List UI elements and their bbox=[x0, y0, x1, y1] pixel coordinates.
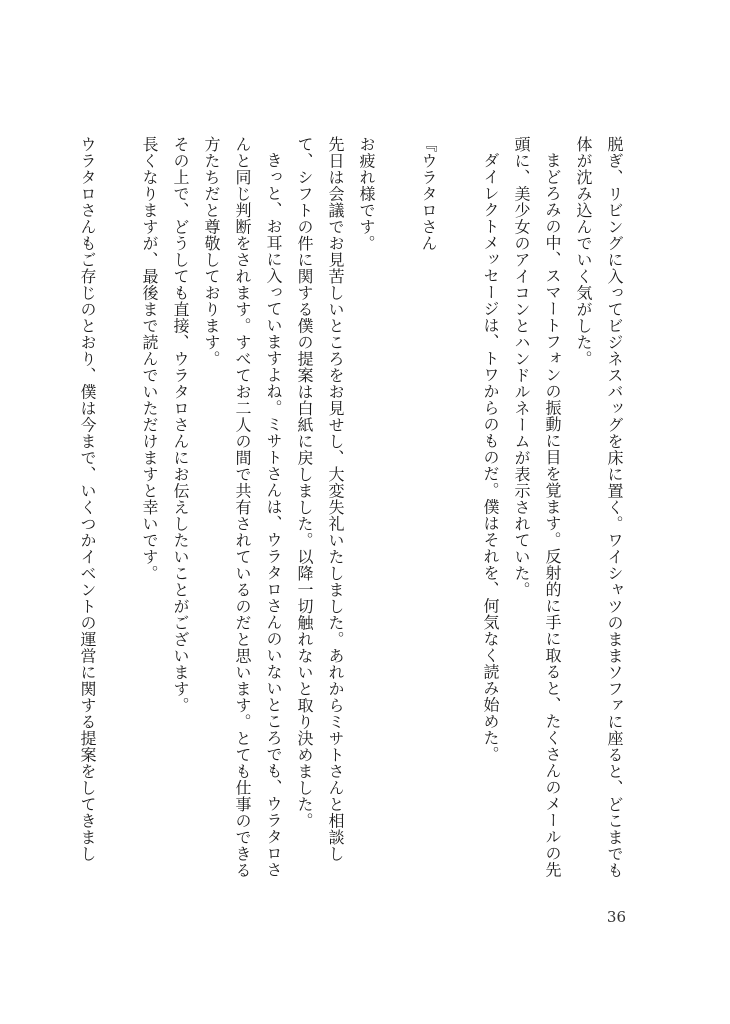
text-line: お疲れ様です。 bbox=[357, 136, 376, 252]
text-line: ウラタロさんもご存じのとおり、僕は今まで、いくつかイベントの運営に関する提案をしてきまし bbox=[78, 136, 97, 862]
text-line: 体が沈み込んでいく気がした。 bbox=[574, 136, 593, 367]
text-line: 長くなりますが、最後まで読んでいただけますと幸いです。 bbox=[140, 136, 159, 582]
text-line: 頭に、美少女のアイコンとハンドルネームが表示されていた。 bbox=[512, 136, 531, 598]
text-line: きっと、お耳に入っていますよね。ミサトさんは、ウラタロさんのいないところでも、ウラタロさ bbox=[264, 152, 283, 878]
text-line: まどろみの中、スマートフォンの振動に目を覚ます。反射的に手に取ると、たくさんのメールの先 bbox=[543, 152, 562, 878]
text-line: 先日は会議でお見苦しいところをお見せし、大変失礼いたしました。あれからミサトさんと相談し bbox=[326, 136, 345, 862]
paragraph-gap bbox=[103, 136, 134, 896]
text-line: その上で、どうしても直接、ウラタロさんにお伝えしたいことがございます。 bbox=[171, 136, 190, 714]
text-line: ダイレクトメッセージは、トワからのものだ。僕はそれを、何気なく読み始めた。 bbox=[481, 152, 500, 763]
text-line: 方たちだと尊敬しております。 bbox=[202, 136, 221, 367]
text-line: 『ウラタロさん bbox=[419, 136, 438, 252]
paragraph-gap bbox=[382, 136, 413, 896]
page-number: 36 bbox=[606, 908, 626, 926]
text-line: んと同じ判断をされます。すべてお二人の間で共有されているのだと思います。とても仕事のできる bbox=[233, 136, 252, 879]
vertical-text-body bbox=[78, 136, 630, 896]
text-line: 脱ぎ、リビングに入ってビジネスバッグを床に置く。ワイシャツのままソファに座ると、どこまでも bbox=[605, 136, 624, 879]
paragraph-gap bbox=[444, 136, 475, 896]
text-line: て、シフトの件に関する僕の提案は白紙に戻しました。以降一切触れないと取り決めました。 bbox=[295, 136, 314, 829]
